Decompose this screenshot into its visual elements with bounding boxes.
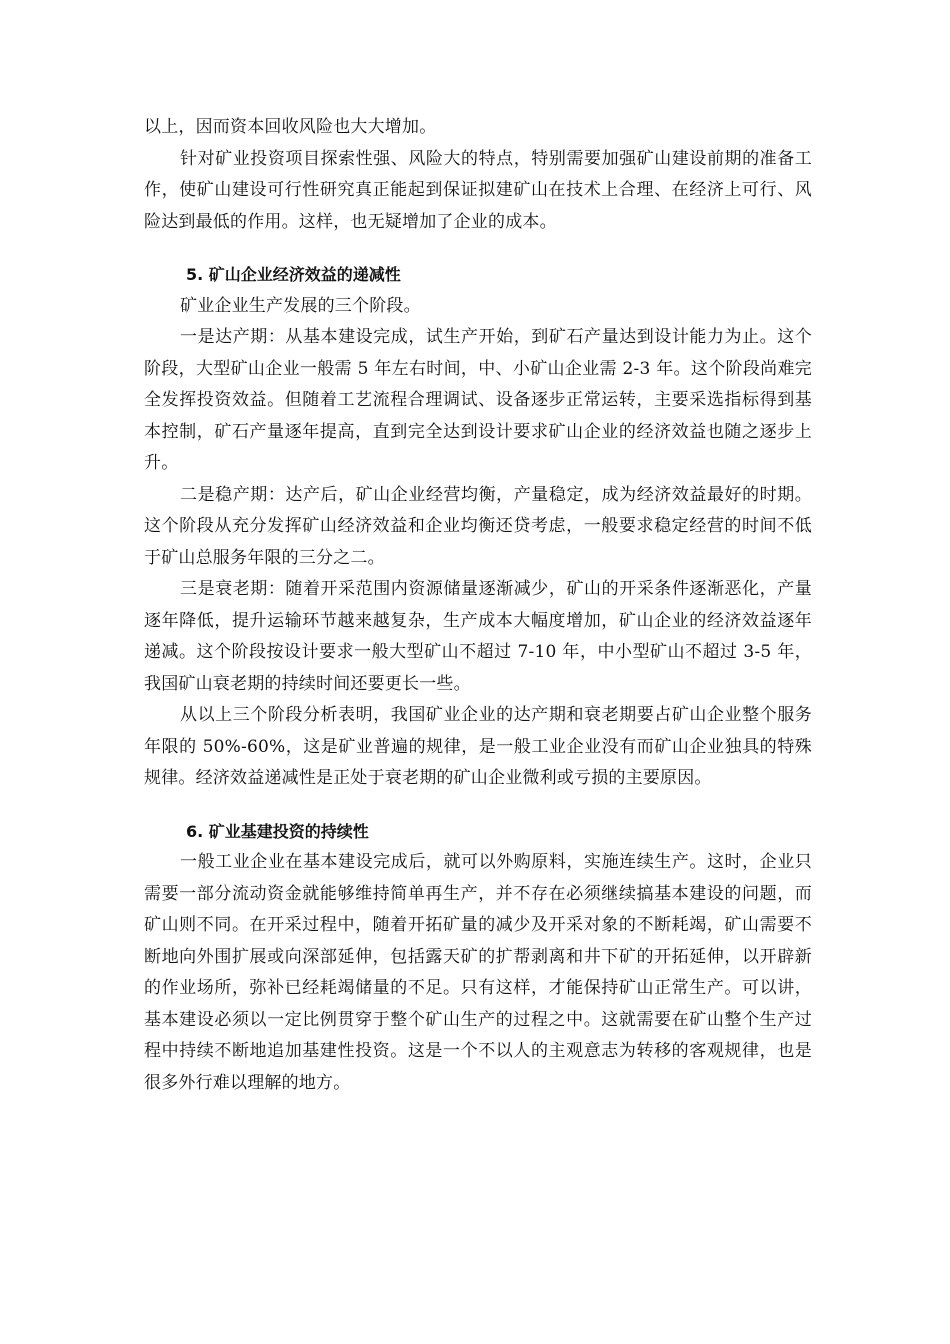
- paragraph-preparation: 针对矿业投资项目探索性强、风险大的特点，特别需要加强矿山建设前期的准备工作，使矿山建设可行性研究真正能起到保证拟建矿山在技术上合理、在经济上可行、风险达到最低的作用。这样，也无疑增加了企业的成本。: [144, 148, 812, 232]
- section-5-heading: 5. 矿山企业经济效益的递减性: [186, 265, 401, 284]
- paragraph-continuation: 以上，因而资本回收风险也大大增加。: [144, 117, 437, 137]
- section-5-stage-ramp-up: 一是达产期：从基本建设完成，试生产开始，到矿石产量达到设计能力为止。这个阶段，大型矿山企业一般需 5 年左右时间，中、小矿山企业需 2-3 年。这个阶段尚难完全发挥投资效益。但随着工艺流程合理调试、设备逐步正常运转，主要采选指标得到基本控制，矿石产量逐年提高，直到完全达到设计要求矿山企业的经济效益也随之逐步上升。: [144, 327, 812, 473]
- section-5-stage-decline: 三是衰老期：随着开采范围内资源储量逐渐减少，矿山的开采条件逐渐恶化，产量逐年降低，提升运输环节越来越复杂，生产成本大幅度增加，矿山企业的经济效益逐年递减。这个阶段按设计要求一般大型矿山不超过 7-10 年，中小型矿山不超过 3-5 年，我国矿山衰老期的持续时间还要更长一些。: [144, 579, 812, 694]
- section-6-heading: 6. 矿业基建投资的持续性: [186, 821, 369, 841]
- document-body: [144, 112, 812, 1099]
- section-5-conclusion: 从以上三个阶段分析表明，我国矿业企业的达产期和衰老期要占矿山企业整个服务年限的 50%-60%，这是矿业普遍的规律，是一般工业企业没有而矿山企业独具的特殊规律。经济效益递减性是正处于衰老期的矿山企业微利或亏损的主要原因。: [144, 705, 812, 788]
- section-5-intro: 矿业企业生产发展的三个阶段。: [180, 295, 421, 316]
- section-5-stage-stable: 二是稳产期：达产后，矿山企业经营均衡，产量稳定，成为经济效益最好的时期。这个阶段从充分发挥矿山经济效益和企业均衡还贷考虑，一般要求稳定经营的时间不低于矿山总服务年限的三分之二。: [144, 484, 812, 568]
- section-6-body: 一般工业企业在基本建设完成后，就可以外购原料，实施连续生产。这时，企业只需要一部分流动资金就能够维持简单再生产，并不存在必须继续搞基本建设的问题，而矿山则不同。在开采过程中，随着开拓矿量的减少及开采对象的不断耗竭，矿山需要不断地向外围扩展或向深部延伸，包括露天矿的扩帮剥离和井下矿的开拓延伸，以开辟新的作业场所，弥补已经耗竭储量的不足。只有这样，才能保持矿山正常生产。可以讲，基本建设必须以一定比例贯穿于整个矿山生产的过程之中。这就需要在矿山整个生产过程中持续不断地追加基建性投资。这是一个不以人的主观意志为转移的客观规律，也是很多外行难以理解的地方。: [144, 852, 812, 1093]
